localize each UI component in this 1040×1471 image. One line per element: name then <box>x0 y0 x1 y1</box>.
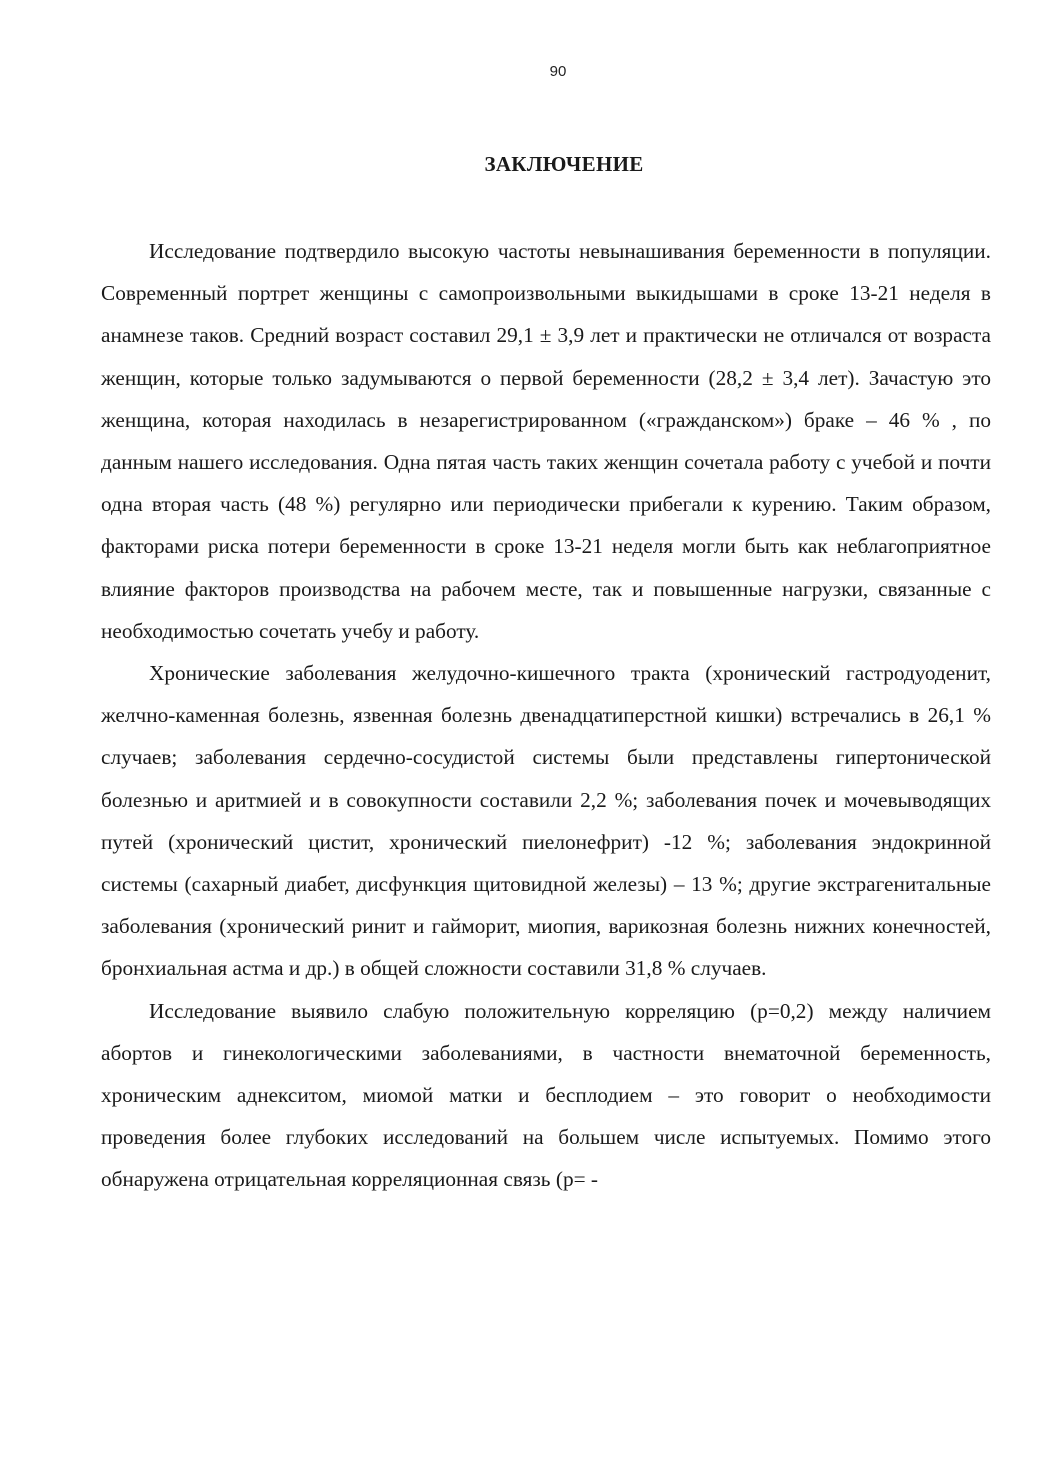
paragraph-3: Исследование выявило слабую положительную корреляцию (p=0,2) между наличием абортов и гинекологическими заболеваниями, в частности внематочной беременность, хроническим аднекситом, миомой матки и бесплодием – это говорит о необходимости проведения более глубоких исследований на большем числе испытуемых. Помимо этого обнаружена отрицательная корреляционная связь (p= - <box>101 998 991 1192</box>
document-body <box>101 230 991 1201</box>
page-number: 90 <box>549 63 567 80</box>
paragraph-2: Хронические заболевания желудочно-кишечного тракта (хронический гастродуоденит, желчно-каменная болезнь, язвенная болезнь двенадцатиперстной кишки) встречались в 26,1 % случаев; заболевания сердечно-сосудистой системы были представлены гипертонической болезнью и аритмией и в совокупности составили 2,2 %; заболевания почек и мочевыводящих путей (хронический цистит, хронический пиелонефрит) -12 %; заболевания эндокринной системы (сахарный диабет, дисфункция щитовидной железы) – 13 %; другие экстрагенитальные заболевания (хронический ринит и гайморит, миопия, варикозная болезнь нижних конечностей, бронхиальная астма и др.) в общей сложности составили 31,8 % случаев. <box>101 661 991 981</box>
page-title: ЗАКЛЮЧЕНИЕ <box>484 152 644 176</box>
paragraph-1: Исследование подтвердило высокую частоты невынашивания беременности в популяции. Современный портрет женщины с самопроизвольными выкидышами в сроке 13-21 неделя в анамнезе таков. Средний возраст составил 29,1 ± 3,9 лет и практически не отличался от возраста женщин, которые только задумываются о первой беременности (28,2 ± 3,4 лет). Зачастую это женщина, которая находилась в незарегистрированном («гражданском») браке – 46 % , по данным нашего исследования. Одна пятая часть таких женщин сочетала работу с учебой и почти одна вторая часть (48 %) регулярно или периодически прибегали к курению. Таким образом, факторами риска потери беременности в сроке 13-21 неделя могли быть как неблагоприятное влияние факторов производства на рабочем месте, так и повышенные нагрузки, связанные с необходимостью сочетать учебу и работу. <box>101 239 991 643</box>
